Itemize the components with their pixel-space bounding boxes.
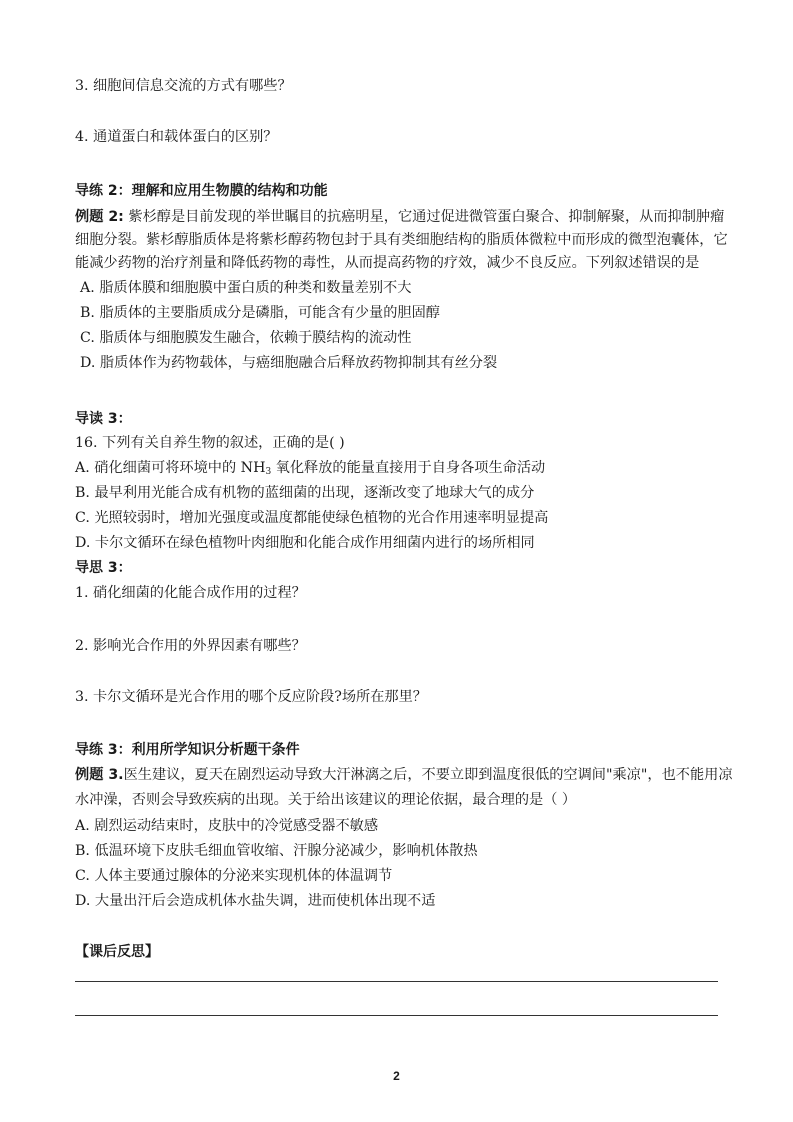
- page-number: 2: [393, 1069, 400, 1083]
- think-3-question-3: 3. 卡尔文循环是光合作用的哪个反应阶段?场所在那里？: [75, 689, 427, 705]
- example-3-label: 例题 3.: [75, 767, 124, 783]
- read-3-option-b: B. 最早利用光能合成有机物的蓝细菌的出现，逐渐改变了地球大气的成分: [75, 485, 535, 501]
- practice-3-heading: 导练 3：利用所学知识分析题干条件: [75, 742, 300, 758]
- read-3-option-d: D. 卡尔文循环在绿色植物叶肉细胞和化能合成作用细菌内进行的场所相同: [75, 535, 535, 551]
- read-3-heading: 导读 3：: [75, 411, 132, 427]
- read-3-question: 16. 下列有关自养生物的叙述，正确的是( ): [75, 435, 345, 451]
- example-2-stem-line-1: [75, 207, 724, 227]
- example-2-option-b: B. 脂质体的主要脂质成分是磷脂，可能含有少量的胆固醇: [80, 305, 440, 321]
- review-question-3: 3. 细胞间信息交流的方式有哪些？: [75, 78, 292, 94]
- example-3-stem-line-2: 水冲澡，否则会导致疾病的出现。关于给出该建议的理论依据，最合理的是（ ）: [75, 792, 577, 808]
- example-3-stem-line-1: [75, 765, 733, 785]
- example-2-stem-line-2: 细胞分裂。紫杉醇脂质体是将紫杉醇药物包封于具有类细胞结构的脂质体微粒中而形成的微型泡囊体，它: [75, 232, 728, 248]
- example-2-stem-text: 紫杉醇是目前发现的举世瞩目的抗癌明星，它通过促进微管蛋白聚合、抑制解聚，从而抑制肿瘤: [128, 209, 725, 225]
- example-3-option-d: D. 大量出汗后会造成机体水盐失调，进而使机体出现不适: [75, 893, 436, 909]
- example-2-option-a: A. 脂质体膜和细胞膜中蛋白质的种类和数量差别不大: [80, 280, 412, 296]
- review-question-4: 4. 通道蛋白和载体蛋白的区别？: [75, 129, 278, 145]
- practice-2-heading: 导练 2：理解和应用生物膜的结构和功能: [75, 183, 328, 199]
- example-2-option-d: D. 脂质体作为药物载体，与癌细胞融合后释放药物抑制其有丝分裂: [80, 355, 498, 371]
- example-2-stem-line-3: 能减少药物的治疗剂量和降低药物的毒性，从而提高药物的疗效，减少不良反应。下列叙述错误的是: [75, 255, 700, 271]
- reflection-line-1[interactable]: [75, 981, 718, 982]
- example-2-label: 例题 2:: [75, 209, 124, 225]
- read-3-option-a: A. 硝化细菌可将环境中的 $NH_3$ 氧化释放的能量直接用于自身各项生命活动: [75, 460, 546, 477]
- think-3-question-2: 2. 影响光合作用的外界因素有哪些？: [75, 638, 306, 654]
- example-2-option-c: C. 脂质体与细胞膜发生融合，依赖于膜结构的流动性: [80, 330, 412, 346]
- read-3-option-c: C. 光照较弱时，增加光强度或温度都能使绿色植物的光合作用速率明显提高: [75, 510, 549, 526]
- example-3-option-c: C. 人体主要通过腺体的分泌来实现机体的体温调节: [75, 868, 393, 884]
- think-3-heading: 导思 3：: [75, 560, 132, 576]
- think-3-question-1: 1. 硝化细菌的化能合成作用的过程？: [75, 585, 306, 601]
- reflection-heading: 【课后反思】: [75, 944, 159, 960]
- example-3-stem-text: 医生建议，夏天在剧烈运动导致大汗淋漓之后，不要立即到温度很低的空调间"乘凉"，也不能用凉: [123, 767, 733, 783]
- reflection-line-2[interactable]: [75, 1015, 718, 1016]
- example-3-option-b: B. 低温环境下皮肤毛细血管收缩、汗腺分泌减少，影响机体散热: [75, 843, 478, 859]
- example-3-option-a: A. 剧烈运动结束时，皮肤中的冷觉感受器不敏感: [75, 818, 379, 834]
